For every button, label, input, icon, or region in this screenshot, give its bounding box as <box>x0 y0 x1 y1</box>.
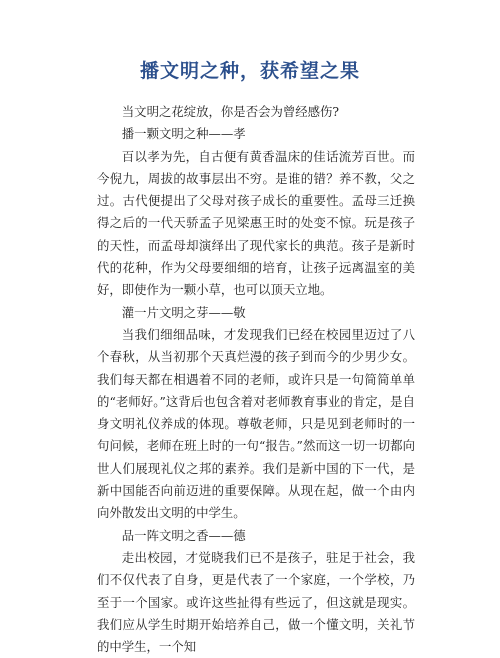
section-heading: 品一阵文明之香——德 <box>121 527 246 543</box>
section-heading: 灌一片文明之芽——敬 <box>121 304 246 320</box>
section-paragraph: 当我们细细品味，才发现我们已经在校园里迈过了八个春秋，从当初那个天真烂漫的孩子到而今的少男少女。我们每天都在相遇着不同的老师，或许只是一句简简单单的“老师好。”这背后也包含着对老师教育事业的肯定，是自身文明礼仪养成的体现。尊敬老师，只是见到老师时的一句问候，老师在班上时的一句“报告。”然而这一切一切都向世人们展现礼仪之邦的素养。我们是新中国的下一代，是新中国能否向前迈进的重要保障。从现在起，做一个由内向外散发出文明的中学生。 <box>97 326 415 521</box>
section-paragraph: 百以孝为先，自古便有黄香温床的佳话流芳百世。而今倪九，周拔的故事层出不穷。是谁的错？养不教，父之过。古代便提出了父母对孩子成长的重要性。孟母三迁换得之后的一代天骄孟子见梁惠王时的处变不惊。玩是孩子的天性，而孟母却演绎出了现代家长的典范。孩子是新时代的花种，作为父母要细细的培育，让孩子远离温室的美好，即使作为一颗小草，也可以顶天立地。 <box>97 148 415 298</box>
section-heading: 播一颗文明之种——孝 <box>121 126 246 142</box>
document-title: 播文明之种，获希望之果 <box>139 60 360 82</box>
intro-line: 当文明之花绽放，你是否会为曾经感伤? <box>121 104 340 119</box>
section-paragraph: 走出校园，才觉晓我们已不是孩子，驻足于社会，我们不仅代表了自身，更是代表了一个家庭，一个学校，乃至于一个国家。或许这些扯得有些远了，但这就是现实。我们应从学生时期开始培养自己，做一个懂文明，关礼节的中学生，一个知 <box>97 549 415 655</box>
document-body <box>97 101 415 658</box>
